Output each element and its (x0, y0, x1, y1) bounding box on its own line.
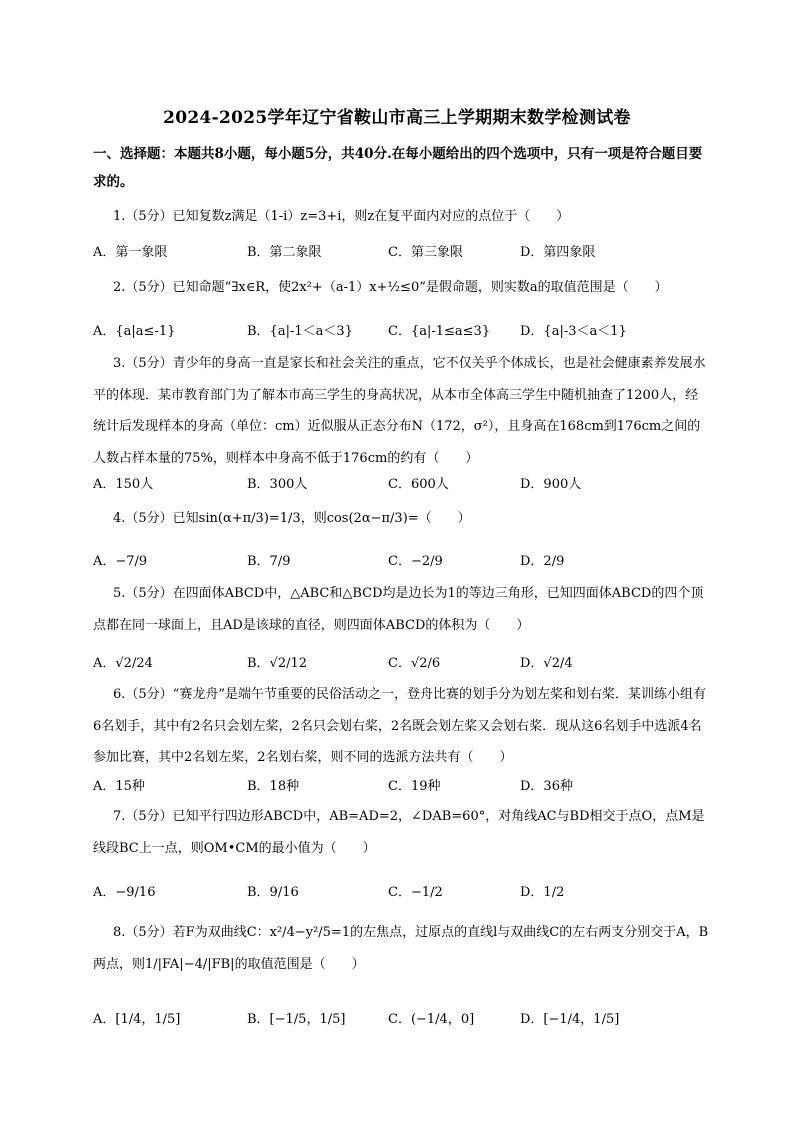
option-d[interactable]: D．2/9 (520, 554, 565, 569)
option-b[interactable]: B．18种 (247, 779, 300, 794)
option-b[interactable]: B．[−1/5，1/5] (247, 1012, 346, 1027)
option-c[interactable]: C．600人 (388, 477, 449, 492)
question-4-options (93, 550, 709, 572)
option-a[interactable]: A．−9/16 (93, 885, 156, 900)
option-c[interactable]: C．−2/9 (388, 554, 443, 569)
question-3-options (93, 473, 709, 495)
page-title: 2024-2025学年辽宁省鞍山市高三上学期期末数学检测试卷 (163, 108, 631, 128)
option-c[interactable]: C．{a|-1≤a≤3} (388, 324, 491, 339)
question-5-options (93, 652, 709, 674)
option-b[interactable]: B．7/9 (247, 554, 291, 569)
option-d[interactable]: D．{a|-3＜a＜1} (520, 324, 627, 339)
question-3-stem: 3.（5分）青少年的身高一直是家长和社会关注的重点，它不仅关乎个体成长，也是社会健康素养发展水平的体现．某市教育部门为了解本市高三学生的身高状况，从本市全体高三学生中随机抽查了1200人，经统计后发现样本的身高（单位：cm）近似服从正态分布N（172，σ²），且身高在168cm到176cm之间的人数占样本量的75%，则样本中身高不低于176cm的约有（ ） (93, 356, 706, 466)
question-2-stem: 2.（5分）已知命题“∃x∈R，使2x²+（a-1）x+½≤0”是假命题，则实数a的取值范围是（ ） (113, 280, 668, 295)
question-7-stem: 7.（5分）已知平行四边形ABCD中，AB=AD=2，∠DAB=60°，对角线AC与BD相交于点O，点M是线段BC上一点，则OM•CM的最小值为（ ） (93, 809, 705, 856)
option-d[interactable]: D．1/2 (520, 885, 565, 900)
question-4-stem: 4.（5分）已知sin(α+π/3)=1/3，则cos(2α−π/3)=（ ） (113, 511, 471, 526)
option-d[interactable]: D．900人 (520, 477, 582, 492)
option-b[interactable]: B．{a|-1＜a＜3} (247, 324, 353, 339)
option-a[interactable]: A．[1/4，1/5] (93, 1012, 181, 1027)
question-2-options (93, 320, 709, 342)
question-6-stem: 6.（5分）“赛龙舟”是端午节重要的民俗活动之一，登舟比赛的划手分为划左桨和划右桨．某训练小组有6名划手，其中有2名只会划左桨，2名只会划右桨，2名既会划左桨又会划右桨．现从这6名划手中选派4名参加比赛，其中2名划左桨，2名划右桨，则不同的选派方法共有（ ） (93, 687, 706, 765)
question-7-options (93, 881, 709, 903)
option-c[interactable]: C．(−1/4，0] (388, 1012, 475, 1027)
option-b[interactable]: B．9/16 (247, 885, 299, 900)
option-a[interactable]: A．{a|a≤-1} (93, 324, 176, 339)
option-d[interactable]: D．√2/4 (520, 656, 573, 671)
question-8-stem: 8.（5分）若F为双曲线C：x²/4−y²/5=1的左焦点，过原点的直线l与双曲线C的左右两支分别交于A，B两点，则1/|FA|−4/|FB|的取值范围是（ ） (93, 925, 709, 972)
option-a[interactable]: A．15种 (93, 779, 145, 794)
option-c[interactable]: C．19种 (388, 779, 441, 794)
question-1-options (93, 241, 709, 263)
question-6-options (93, 775, 709, 797)
option-a[interactable]: A．第一象限 (93, 245, 168, 260)
option-d[interactable]: D．[−1/4，1/5] (520, 1012, 620, 1027)
option-d[interactable]: D．第四象限 (520, 245, 596, 260)
option-a[interactable]: A．−7/9 (93, 554, 148, 569)
option-c[interactable]: C．−1/2 (388, 885, 443, 900)
option-c[interactable]: C．√2/6 (388, 656, 441, 671)
section-heading: 一、选择题：本题共8小题，每小题5分，共40分.在每小题给出的四个选项中，只有一项是符合题目要求的。 (93, 146, 703, 190)
question-5-stem: 5.（5分）在四面体ABCD中，△ABC和△BCD均是边长为1的等边三角形，已知四面体ABCD的四个顶点都在同一球面上，且AD是该球的直径，则四面体ABCD的体积为（ ） (93, 586, 704, 633)
option-a[interactable]: A．√2/24 (93, 656, 153, 671)
option-b[interactable]: B．300人 (247, 477, 308, 492)
option-c[interactable]: C．第三象限 (388, 245, 463, 260)
option-b[interactable]: B．第二象限 (247, 245, 322, 260)
option-a[interactable]: A．150人 (93, 477, 154, 492)
option-b[interactable]: B．√2/12 (247, 656, 308, 671)
option-d[interactable]: D．36种 (520, 779, 573, 794)
question-8-options (93, 1008, 709, 1030)
question-1-stem: 1.（5分）已知复数z满足（1-i）z=3+i，则z在复平面内对应的点位于（ ） (113, 209, 570, 224)
